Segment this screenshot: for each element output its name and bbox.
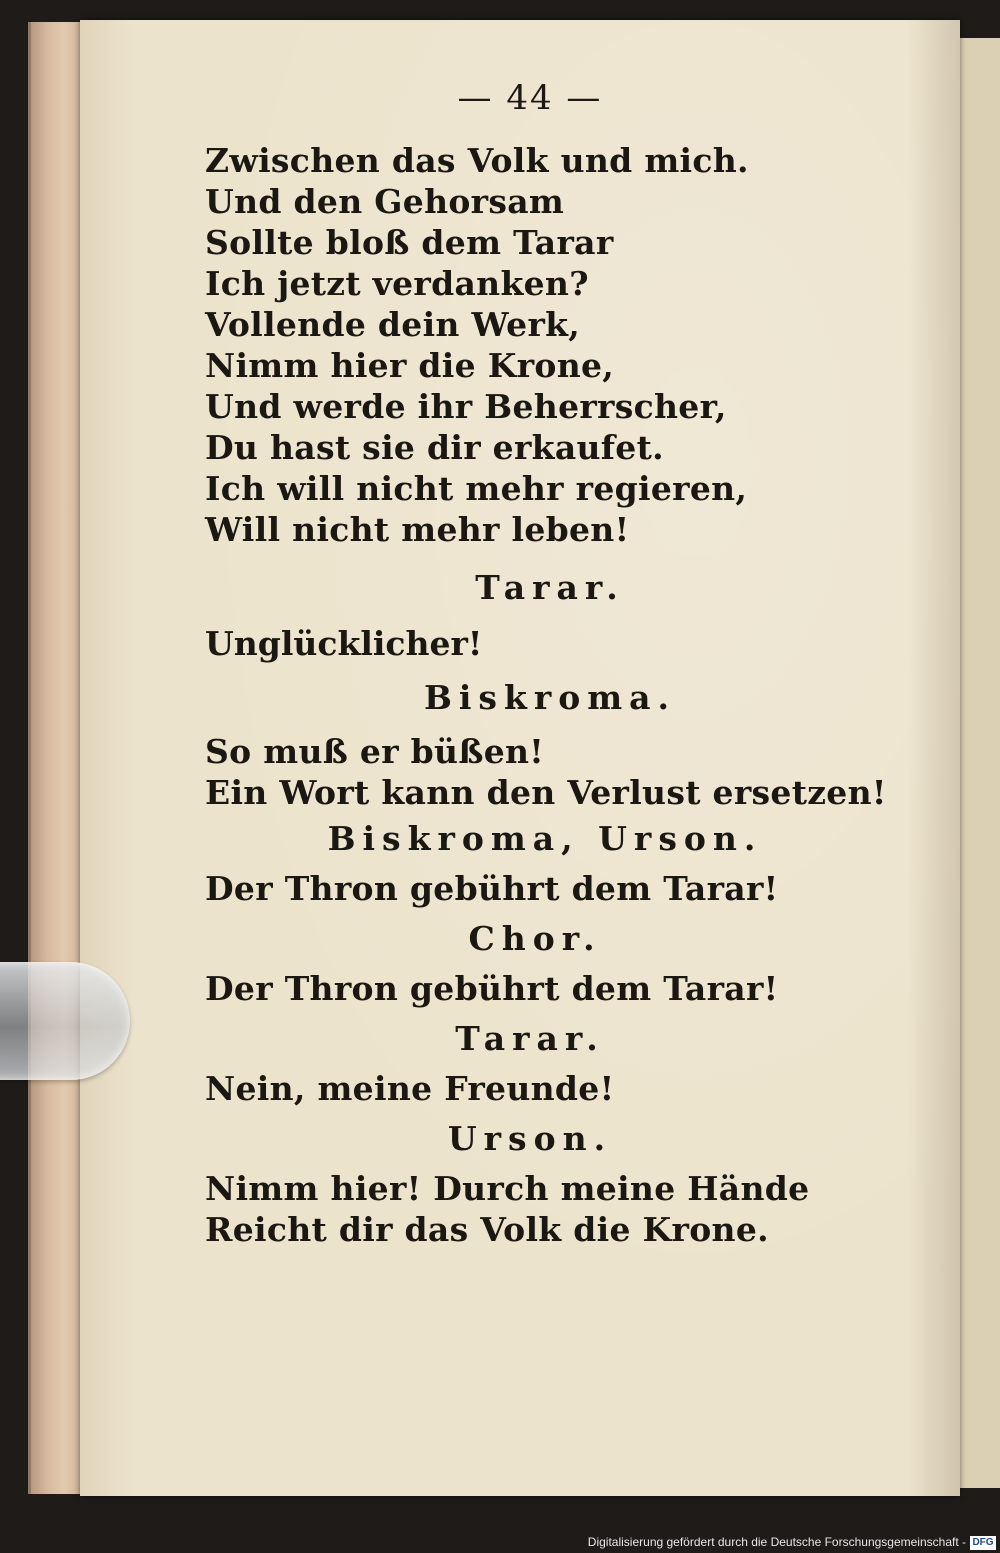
- speaker-heading: Chor.: [468, 919, 602, 958]
- verse-line: So muß er büßen!: [205, 732, 545, 771]
- verse-line: Sollte bloß dem Tarar: [205, 223, 614, 262]
- book-page-edges: [28, 22, 85, 1494]
- verse-line: Will nicht mehr leben!: [205, 510, 630, 549]
- verse-stanza-4: [205, 968, 825, 1009]
- verse-line: Unglücklicher!: [205, 624, 483, 663]
- speaker-heading: Biskroma, Urson.: [327, 819, 763, 858]
- verse-line: Ich will nicht mehr regieren,: [205, 469, 748, 508]
- verse-stanza-6: [205, 1168, 825, 1250]
- verse-line: Der Thron gebührt dem Tarar!: [205, 969, 779, 1008]
- facing-page-edge: [958, 38, 1000, 1488]
- verse-stanza-5: [205, 1068, 825, 1109]
- verse-line: Und den Gehorsam: [205, 182, 565, 221]
- verse-line: Reicht dir das Volk die Krone.: [205, 1210, 769, 1249]
- verse-line: Ich jetzt verdanken?: [205, 264, 589, 303]
- verse-line: Zwischen das Volk und mich.: [205, 141, 749, 180]
- speaker-heading: Tarar.: [475, 568, 625, 607]
- verse-line: Der Thron gebührt dem Tarar!: [205, 869, 779, 908]
- verse-stanza-2: [205, 731, 887, 813]
- page-holder-clip: [0, 962, 130, 1080]
- verse-line: Nein, meine Freunde!: [205, 1069, 615, 1108]
- page-text: [205, 140, 887, 1250]
- dfg-logo: DFG: [970, 1536, 996, 1550]
- digitization-credit: Digitalisierung gefördert durch die Deutsche Forschungsgemeinschaft -: [587, 1535, 966, 1549]
- verse-line: Nimm hier! Durch meine Hände: [205, 1169, 810, 1208]
- verse-line: Vollende dein Werk,: [205, 305, 581, 344]
- verse-line: Du hast sie dir erkaufet.: [205, 428, 664, 467]
- verse-line: Ein Wort kann den Verlust ersetzen!: [205, 773, 887, 812]
- page-number: — 44 —: [457, 78, 603, 118]
- verse-stanza-3: [205, 868, 825, 909]
- verse-line: Und werde ihr Beherrscher,: [205, 387, 727, 426]
- speaker-heading: Tarar.: [455, 1019, 605, 1058]
- speaker-heading: Urson.: [447, 1119, 613, 1158]
- verse-line: Nimm hier die Krone,: [205, 346, 615, 385]
- verse-stanza-1: [205, 140, 825, 550]
- speaker-heading: Biskroma.: [423, 678, 677, 717]
